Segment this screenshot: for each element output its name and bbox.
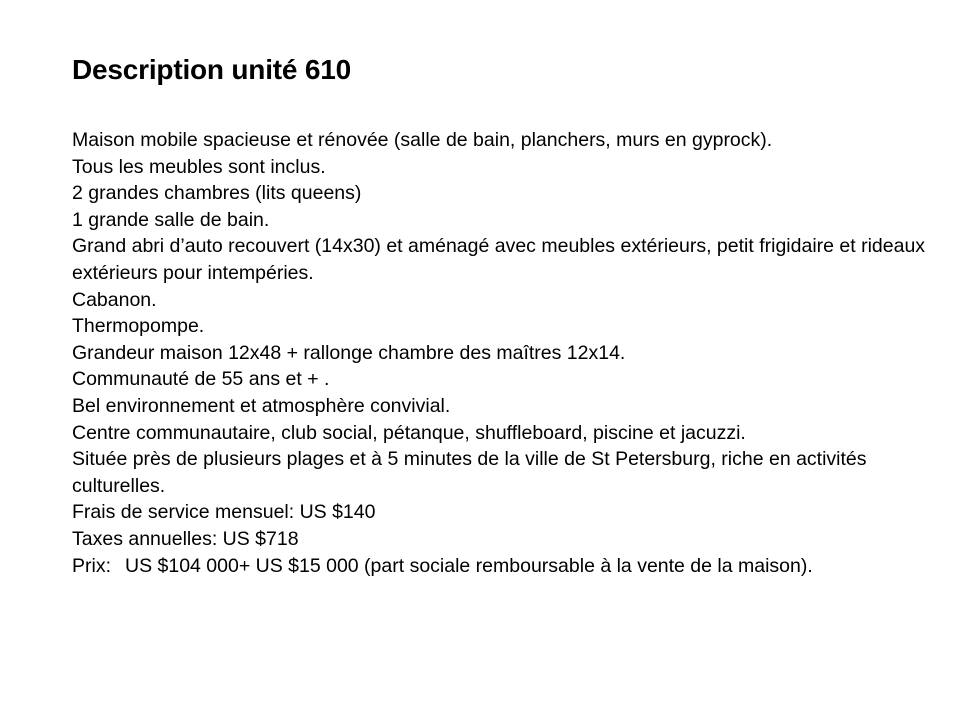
- description-line: Maison mobile spacieuse et rénovée (salle de bain, planchers, murs en gyprock).: [72, 129, 773, 151]
- description-line: 1 grande salle de bain.: [72, 208, 270, 231]
- description-line: Située près de plusieurs plages et à 5 minutes de la ville de St Petersburg, riche en activités culturelles.: [72, 448, 867, 497]
- description-line: Frais de service mensuel: US $140: [72, 501, 376, 524]
- description-line: 2 grandes chambres (lits queens): [72, 182, 362, 205]
- description-line: Thermopompe.: [72, 315, 205, 338]
- price-label: Prix:: [72, 554, 111, 577]
- description-line: Bel environnement et atmosphère convivial.: [72, 394, 451, 417]
- description-line: Taxes annuelles: US $718: [72, 527, 299, 550]
- page-title: Description unité 610: [72, 54, 351, 85]
- description-line: Tous les meubles sont inclus.: [72, 155, 326, 178]
- description-line: Grandeur maison 12x48 + rallonge chambre des maîtres 12x14.: [72, 341, 626, 364]
- description-line: Grand abri d’auto recouvert (14x30) et aménagé avec meubles extérieurs, petit frigidaire et rideaux extérieurs pour intempéries.: [72, 235, 926, 284]
- description-list: [72, 127, 934, 579]
- price-value: US $104 000+ US $15 000 (part sociale remboursable à la vente de la maison).: [125, 554, 813, 577]
- description-line: Centre communautaire, club social, pétanque, shuffleboard, piscine et jacuzzi.: [72, 421, 746, 444]
- description-line: Communauté de 55 ans et + .: [72, 368, 330, 391]
- description-line: Cabanon.: [72, 288, 157, 311]
- price-line: [72, 553, 934, 580]
